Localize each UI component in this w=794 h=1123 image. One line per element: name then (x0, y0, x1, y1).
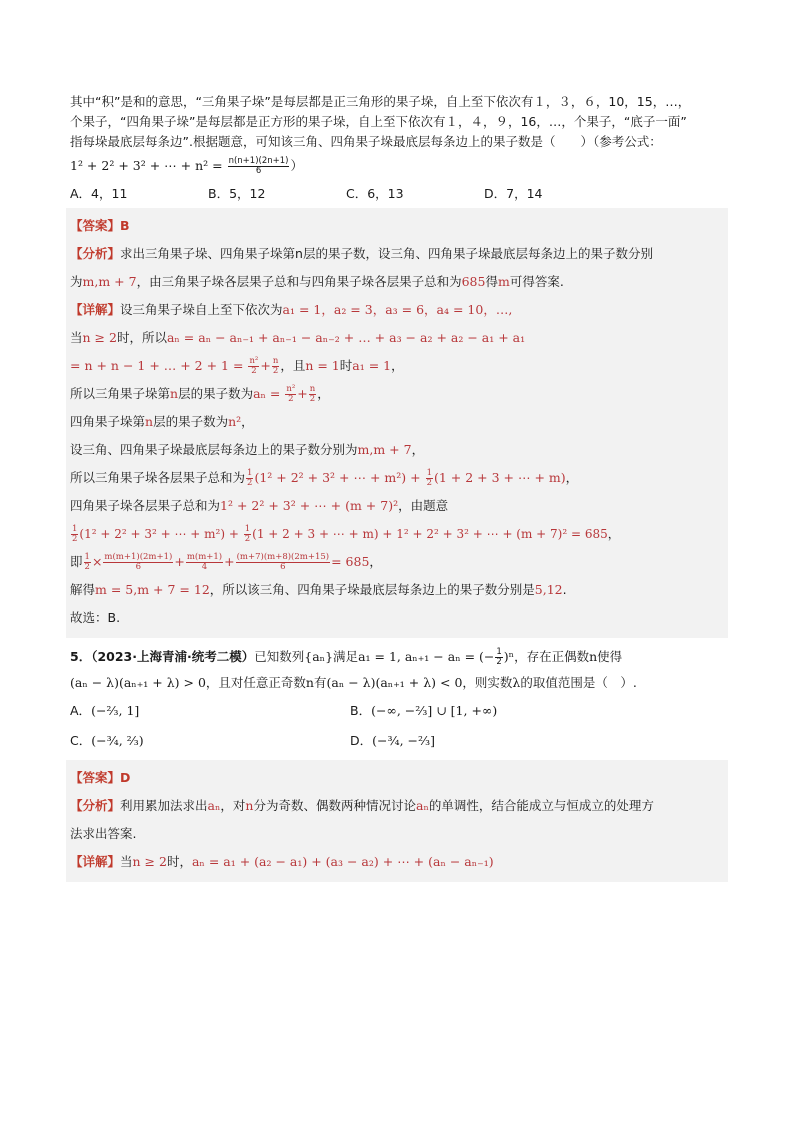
text: ， (607, 527, 620, 541)
math: m (497, 274, 510, 289)
math: a₁ = 1 (352, 358, 392, 373)
q4-solution-box (66, 208, 728, 638)
math: n (305, 675, 314, 690)
q5-options-row (70, 726, 724, 756)
math: 5,12 (534, 582, 563, 597)
fraction (426, 469, 433, 488)
text: ，由题意 (398, 498, 449, 513)
text: ，则实数 (462, 675, 513, 690)
math: )ⁿ (503, 649, 515, 664)
text: 时，所以 (116, 330, 167, 345)
math: aₙ = aₙ − aₙ₋₁ + aₙ₋₁ − aₙ₋₂ + … + a₃ − a₂ + a₂ − a₁ + a₁ (166, 330, 526, 345)
detail-tag: 【详解】 (70, 854, 121, 869)
math: + (174, 554, 185, 569)
text: ，由三角果子垛各层果子总和与四角果子垛各层果子总和为 (136, 274, 462, 289)
q5-stem-line (70, 644, 724, 670)
fraction (248, 357, 259, 376)
fraction-num: 1 (244, 524, 251, 534)
math: m,m + 7 (82, 274, 137, 289)
analysis-tag: 【分析】 (70, 798, 121, 813)
text: 时， (166, 854, 192, 869)
math: 685 (461, 274, 486, 289)
q5-stem-line (70, 670, 724, 696)
text: ， (317, 386, 330, 401)
math: = n + n − 1 + … + 2 + 1 = (70, 358, 244, 373)
fraction-den: 2 (288, 394, 294, 404)
text: ，且对任意正奇数 (205, 675, 306, 690)
fraction-den: 6 (280, 562, 286, 572)
analysis-row (70, 268, 724, 296)
detail-tag: 【详解】 (70, 302, 121, 317)
fraction-den: 2 (247, 478, 253, 488)
math: λ (512, 675, 521, 690)
math: (aₙ − λ)(aₙ₊₁ + λ) > 0 (70, 675, 206, 690)
math: aₙ (416, 798, 429, 813)
detail-row (70, 520, 724, 548)
analysis-text: 求出三角果子垛、四角果子垛第n层的果子数，设三角、四角果子垛最底层每条边上的果子数分别 (120, 246, 653, 261)
text: 使得 (597, 649, 623, 664)
math: aₙ = a₁ + (a₂ − a₁) + (a₃ − a₂) + ⋯ + (aₙ − aₙ₋₁) (191, 854, 494, 869)
option-d[interactable] (350, 726, 630, 756)
math: + (297, 386, 308, 401)
q4-stem (70, 92, 724, 180)
option-value: (−∞, −⅔] ∪ [1, +∞) (371, 703, 498, 718)
text: . (562, 582, 567, 597)
detail-row (70, 492, 724, 520)
fraction-num: m(m+1)(2m+1) (104, 552, 173, 562)
fraction-den: 2 (251, 366, 257, 376)
fraction (236, 553, 330, 572)
fraction (228, 157, 290, 176)
text: 可得答案. (509, 274, 564, 289)
math: n² (228, 414, 242, 429)
fraction (71, 525, 78, 544)
math: m,m + 7 (357, 442, 412, 457)
answer-tag: 【答案】 (70, 218, 121, 233)
fraction-num: n² (249, 356, 259, 366)
detail-row (70, 352, 724, 380)
option-value: (−⅔, 1] (91, 703, 140, 718)
option-label: A． (70, 703, 92, 718)
math: 1² + 2² + 3² + ⋯ + (m + 7)² (220, 498, 399, 513)
math: (1 + 2 + 3 + ⋯ + m) (433, 470, 566, 485)
detail-row (70, 848, 724, 876)
math: aₙ = (253, 386, 281, 401)
text: 得 (485, 274, 498, 289)
fraction (309, 385, 316, 404)
math: m = 5,m + 7 = 12 (95, 582, 210, 597)
answer-tag: 【答案】 (70, 770, 121, 785)
q4-stem-line: 指每垛最底层每条边”.根据题意，可知该三角、四角果子垛最底层每条边上的果子数是（ ）（参考公式： (70, 134, 662, 149)
option-b[interactable]: B．5，12 (208, 186, 266, 201)
fraction (285, 385, 296, 404)
detail-row (70, 324, 724, 352)
fraction-den: 6 (255, 166, 262, 176)
text: 设三角果子垛自上至下依次为 (120, 302, 283, 317)
math: (1 + 2 + 3 + ⋯ + m) + 1² + 2² + 3² + ⋯ + (m + 7)² = 685 (252, 527, 608, 541)
text: 所以三角果子垛各层果子总和为 (70, 470, 246, 485)
fraction-den: 2 (309, 394, 316, 404)
math: aₙ (207, 798, 221, 813)
fraction-num: 1 (496, 647, 502, 657)
fraction (272, 357, 279, 376)
text: 即 (70, 554, 83, 569)
question-source: （2023·上海青浦·统考二模） (91, 649, 255, 664)
q5-stem (70, 644, 724, 756)
q4-formula (70, 152, 724, 180)
text: 已知数列 (254, 649, 305, 664)
answer-row (70, 764, 724, 792)
fraction-den: 2 (272, 366, 279, 376)
math: n (245, 798, 254, 813)
fraction-den: 2 (84, 562, 90, 572)
q4-options (70, 182, 724, 206)
math: n (145, 414, 154, 429)
option-a[interactable]: A．4，11 (70, 186, 128, 201)
math: + (260, 358, 271, 373)
fraction-num: 1 (247, 468, 253, 478)
text: ，对 (220, 798, 246, 813)
detail-row (70, 408, 724, 436)
q5-options-row (70, 696, 724, 726)
option-d[interactable]: D．7，14 (484, 186, 543, 201)
text: ，存在正偶数 (514, 649, 590, 664)
text: 时 (339, 358, 353, 373)
option-b[interactable] (350, 696, 630, 726)
text: ，所以该三角、四角果子垛最底层每条边上的果子数分别是 (209, 582, 535, 597)
text: 所以三角果子垛第 (70, 386, 171, 401)
fraction (246, 469, 253, 488)
option-label: D． (350, 733, 373, 748)
text: ， (241, 414, 254, 429)
text: 有 (313, 675, 327, 690)
math: (1² + 2² + 3² + ⋯ + m²) + (79, 527, 239, 541)
math: a₁ = 1, aₙ₊₁ − aₙ = (− (358, 649, 495, 664)
math: n ≥ 2 (82, 330, 117, 345)
math: n (170, 386, 179, 401)
paren: ） (290, 158, 303, 173)
math: {aₙ} (304, 649, 334, 664)
answer-value: B (120, 218, 130, 233)
q5-solution-box (66, 760, 728, 882)
q4-stem-line: 其中“积”是和的意思，“三角果子垛”是每层都是正三角形的果子垛，自上至下依次有１，３，６，10，15，…， (70, 94, 691, 109)
math: n ≥ 2 (132, 854, 167, 869)
option-a[interactable] (70, 696, 350, 726)
fraction (495, 648, 502, 667)
math: + (224, 554, 235, 569)
fraction-num: 1 (426, 468, 432, 478)
text: ，且 (280, 358, 306, 373)
analysis-tag: 【分析】 (70, 246, 121, 261)
text: 为 (70, 274, 83, 289)
detail-row (70, 576, 724, 604)
text: 当 (70, 330, 83, 345)
answer-value: D (120, 770, 131, 785)
detail-row (70, 436, 724, 464)
fraction-num: n(n+1)(2n+1) (228, 156, 289, 166)
text: 分为奇数、偶数两种情况讨论 (253, 798, 416, 813)
fraction-den: 2 (496, 657, 502, 667)
analysis-row (70, 240, 724, 268)
text: 四角果子垛各层果子总和为 (70, 498, 221, 513)
text: ， (369, 554, 382, 569)
text: ， (391, 358, 404, 373)
text: 层的果子数为 (153, 414, 229, 429)
text: 的单调性，结合能成立与恒成立的处理方 (428, 798, 654, 813)
math: = 685 (331, 554, 370, 569)
fraction-num: (m+7)(m+8)(2m+15) (236, 552, 330, 562)
math: × (91, 554, 103, 569)
text: 利用累加法求出 (120, 798, 208, 813)
detail-row (70, 548, 724, 576)
fraction-den: 2 (426, 478, 432, 488)
fraction (186, 553, 223, 572)
math: a₁ = 1，a₂ = 3，a₃ = 6，a₄ = 10，…, (282, 302, 513, 317)
fraction-den: 2 (72, 534, 78, 544)
option-label: C． (70, 733, 92, 748)
math: n (589, 649, 598, 664)
answer-row (70, 212, 724, 240)
math: (1² + 2² + 3² + ⋯ + m²) + (254, 470, 421, 485)
fraction-den: 6 (135, 562, 142, 572)
math: n = 1 (305, 358, 340, 373)
fraction (244, 525, 251, 544)
detail-row (70, 380, 724, 408)
analysis-row: 法求出答案. (70, 826, 137, 841)
option-value: (−¾, −⅔] (372, 733, 436, 748)
fraction-num: 1 (72, 524, 78, 534)
fraction-num: n (272, 356, 279, 366)
fraction-num: m(m+1) (186, 552, 223, 562)
question-number: 5． (70, 649, 92, 664)
fraction-den: 2 (244, 534, 251, 544)
text: 设三角、四角果子垛最底层每条边上的果子数分别为 (70, 442, 358, 457)
q4-stem-line: 个果子，“四角果子垛”是每层都是正方形的果子垛，自上至下依次有１，４，９，16，…，个果子，“底子一面” (70, 114, 687, 129)
text: 层的果子数为 (178, 386, 254, 401)
fraction-num: n (309, 384, 316, 394)
fraction (84, 553, 91, 572)
analysis-row (70, 792, 724, 820)
text: ， (565, 470, 579, 485)
detail-row: 故选：B. (70, 610, 121, 625)
formula-text: 1² + 2² + 3² + ⋯ + n² = (70, 158, 223, 173)
text: 解得 (70, 582, 96, 597)
fraction (103, 553, 173, 572)
option-c[interactable] (70, 726, 350, 756)
text: 的取值范围是（ ）. (520, 675, 637, 690)
fraction-den: 4 (201, 562, 208, 572)
math: (aₙ − λ)(aₙ₊₁ + λ) < 0 (326, 675, 463, 690)
page-content (70, 92, 724, 882)
detail-row (70, 296, 724, 324)
option-c[interactable]: C．6，13 (346, 186, 404, 201)
fraction-num: 1 (84, 552, 90, 562)
fraction-num: n² (286, 384, 296, 394)
text: 四角果子垛第 (70, 414, 146, 429)
option-label: B． (350, 703, 372, 718)
text: ， (411, 442, 425, 457)
text: 满足 (333, 649, 359, 664)
text: 当 (120, 854, 133, 869)
detail-row (70, 464, 724, 492)
option-value: (−¾, ⅔) (91, 733, 144, 748)
